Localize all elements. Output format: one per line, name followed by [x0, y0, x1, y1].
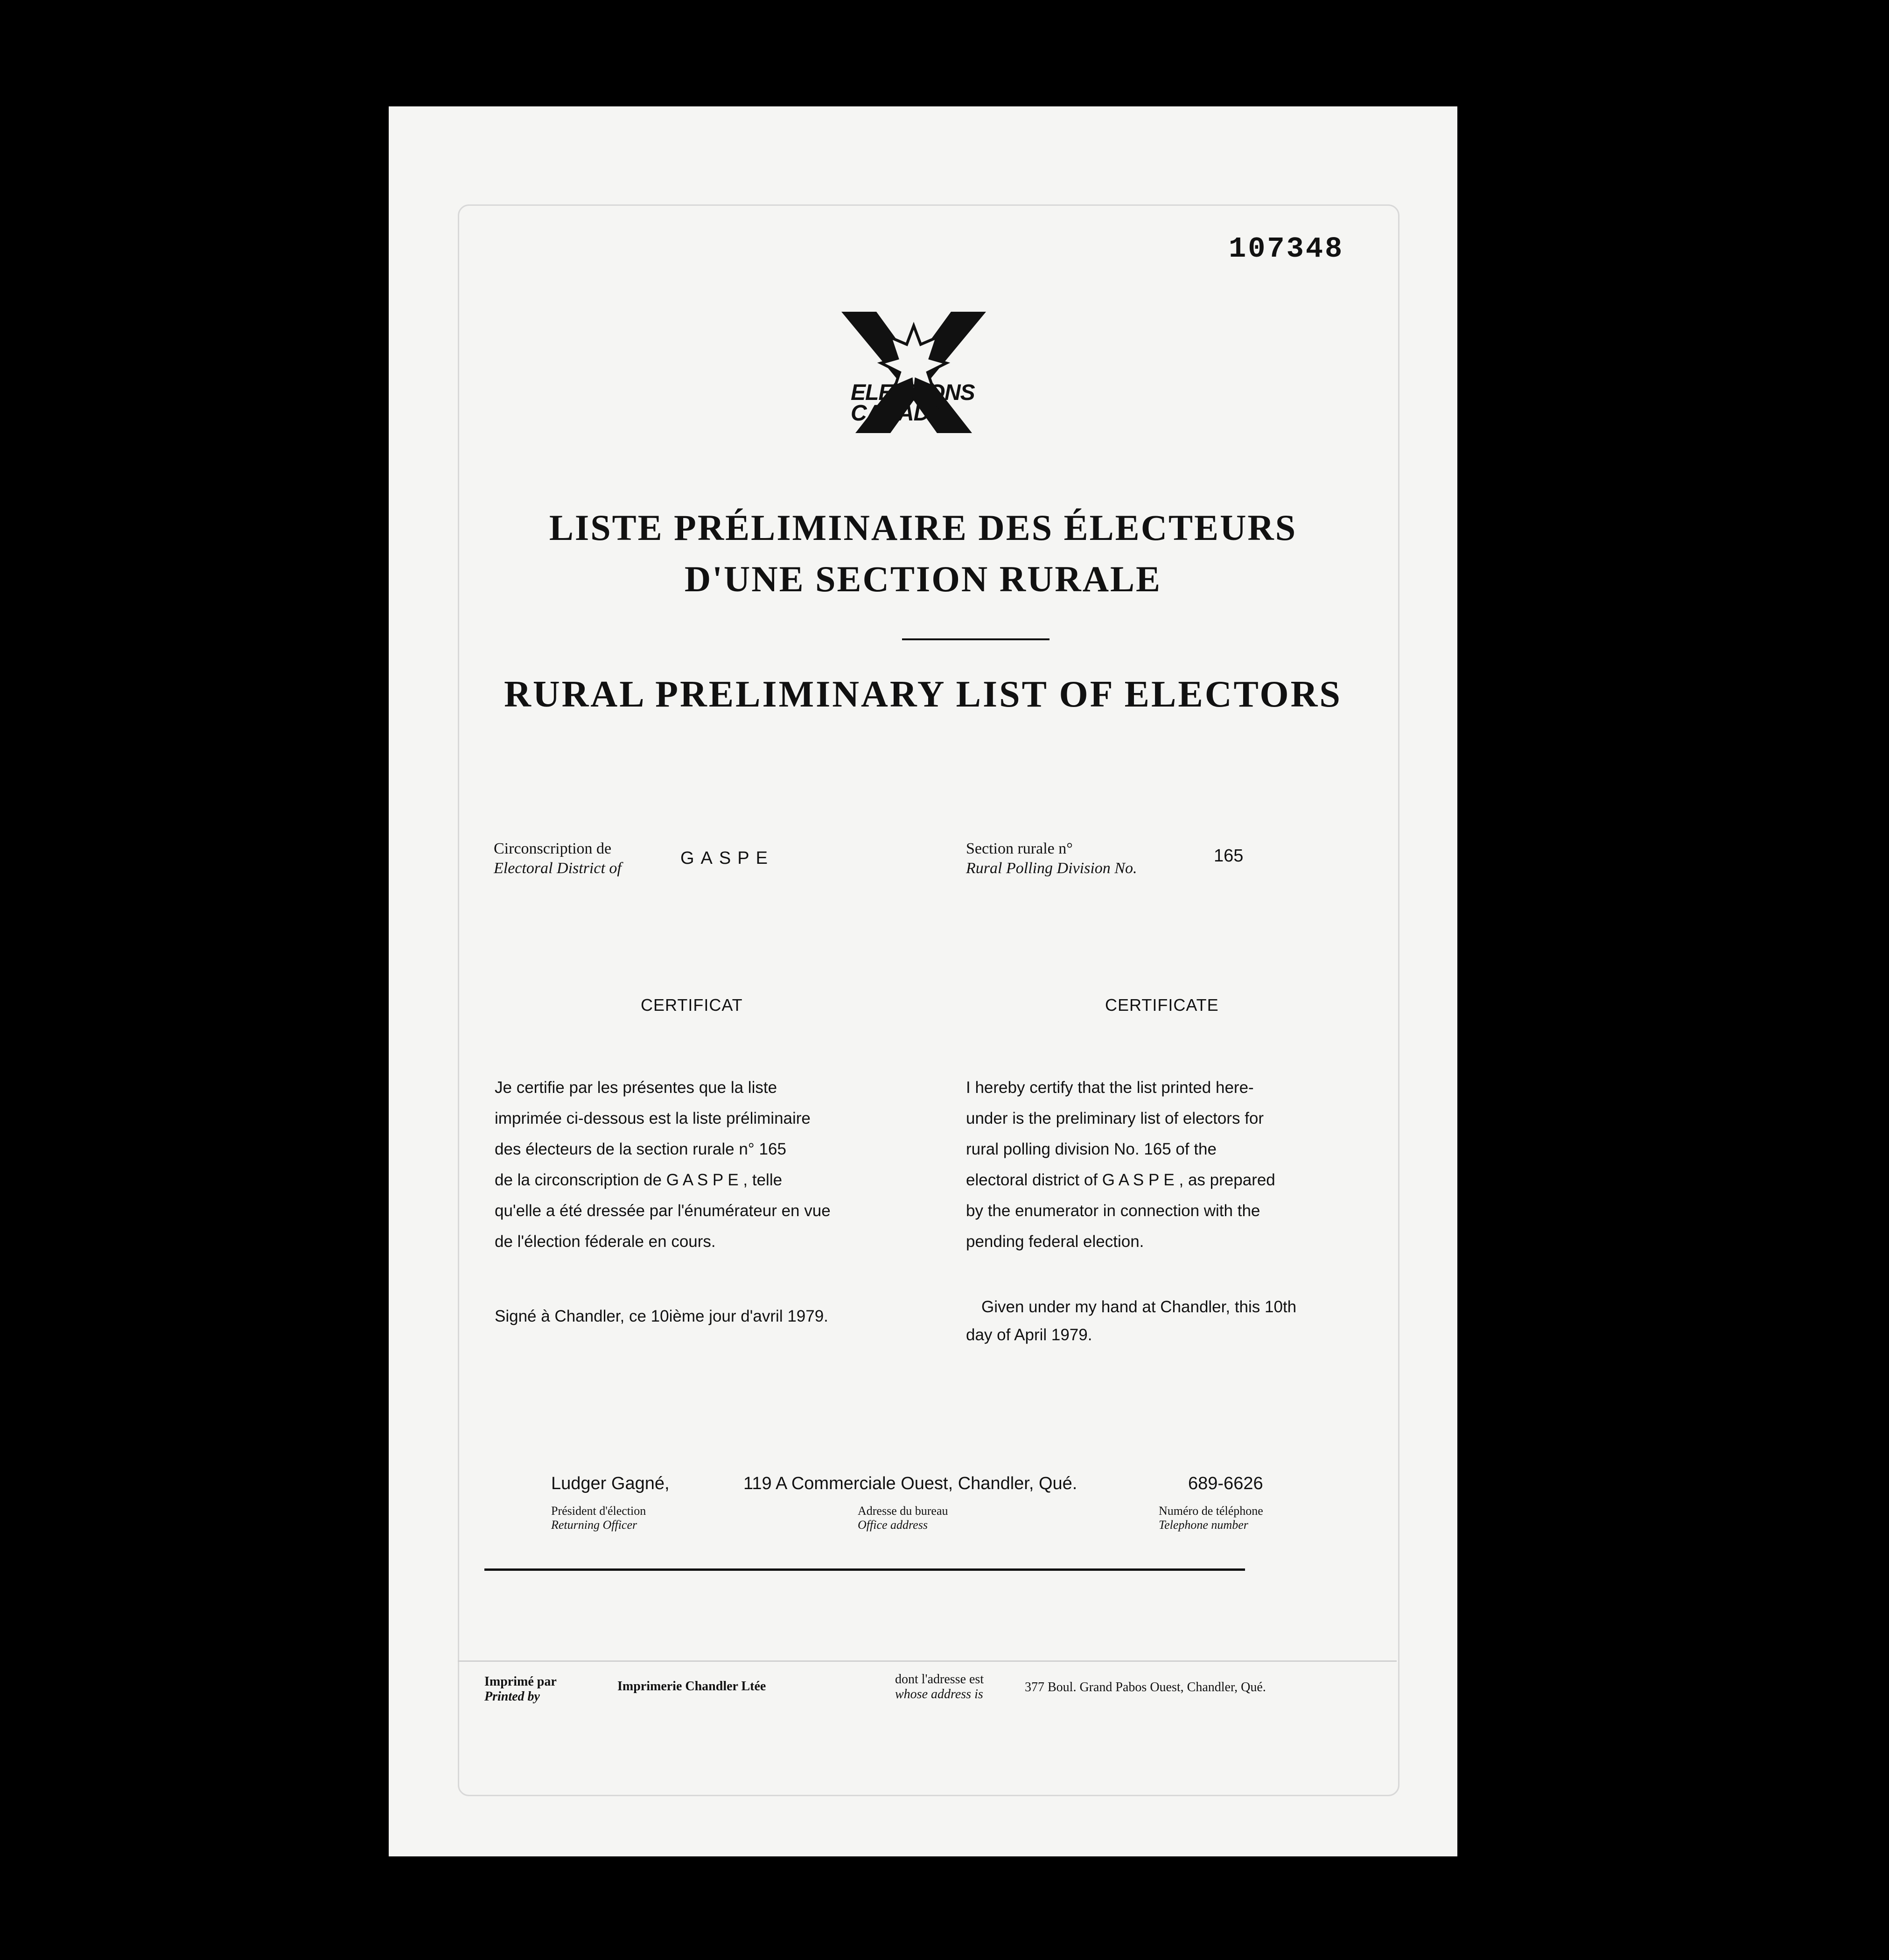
- telephone-number: 689-6626: [1188, 1474, 1263, 1493]
- logo-line-1: ELECTIONS: [851, 380, 975, 405]
- officer-name: Ludger Gagné,: [551, 1474, 670, 1493]
- given-statement-line-2: day of April 1979.: [966, 1326, 1092, 1344]
- printer-name: Imprimerie Chandler Ltée: [617, 1679, 766, 1694]
- printer-address-label: [895, 1672, 984, 1702]
- printed-by-label-fr: Imprimé par: [484, 1674, 557, 1689]
- officer-label-fr: Président d'élection: [551, 1504, 646, 1518]
- certificate-line: by the enumerator in connection with the: [966, 1202, 1260, 1220]
- certificat-line: imprimée ci-dessous est la liste préliminaire: [495, 1109, 811, 1127]
- printer-address-label-fr: dont l'adresse est: [895, 1672, 984, 1687]
- certificate-line: rural polling division No. 165 of the: [966, 1140, 1217, 1158]
- given-statement-line-1: Given under my hand at Chandler, this 10th: [981, 1298, 1297, 1316]
- signed-statement-fr: Signé à Chandler, ce 10ième jour d'avril 1979.: [495, 1307, 828, 1325]
- division-label-en: Rural Polling Division No.: [966, 860, 1137, 877]
- officer-label: [551, 1504, 646, 1532]
- district-label: [494, 839, 622, 878]
- certificat-body-fr: [495, 1072, 882, 1257]
- certificate-line: pending federal election.: [966, 1232, 1144, 1251]
- telephone-label: [1159, 1504, 1263, 1532]
- document-page: [389, 106, 1457, 1856]
- office-address-label-en: Office address: [858, 1518, 928, 1532]
- title-divider: [902, 638, 1049, 640]
- title-french-line-1: LISTE PRÉLIMINAIRE DES ÉLECTEURS: [549, 507, 1297, 548]
- telephone-label-en: Telephone number: [1159, 1518, 1248, 1532]
- printer-address: 377 Boul. Grand Pabos Ouest, Chandler, Qué.: [1025, 1680, 1266, 1694]
- certificat-heading: CERTIFICAT: [641, 995, 743, 1015]
- certificate-line: I hereby certify that the list printed here-: [966, 1078, 1254, 1097]
- certificat-line: de l'élection féderale en cours.: [495, 1232, 716, 1251]
- office-address-label-fr: Adresse du bureau: [858, 1504, 948, 1518]
- division-value: 165: [1214, 846, 1244, 866]
- officer-label-en: Returning Officer: [551, 1518, 637, 1532]
- printer-address-label-en: whose address is: [895, 1687, 983, 1701]
- title-english: RURAL PRELIMINARY LIST OF ELECTORS: [504, 674, 1342, 715]
- signature-divider: [484, 1568, 1245, 1571]
- office-address-label: [858, 1504, 948, 1532]
- district-label-fr: Circonscription de: [494, 840, 612, 857]
- district-value: GASPE: [680, 848, 774, 868]
- logo-line-2: CANADA: [851, 401, 945, 426]
- certificate-body-en: [966, 1072, 1353, 1257]
- logo-wordmark: [851, 380, 1000, 426]
- certificate-heading: CERTIFICATE: [1105, 995, 1219, 1015]
- certificat-line: des électeurs de la section rurale n° 165: [495, 1140, 786, 1158]
- printed-by-label-en: Printed by: [484, 1689, 540, 1704]
- district-label-en: Electoral District of: [494, 860, 622, 877]
- division-label-fr: Section rurale n°: [966, 840, 1073, 857]
- printer-section-rule: [458, 1660, 1397, 1662]
- certificat-line: Je certifie par les présentes que la liste: [495, 1078, 777, 1097]
- certificate-line: electoral district of G A S P E , as prepared: [966, 1171, 1275, 1189]
- telephone-label-fr: Numéro de téléphone: [1159, 1504, 1263, 1518]
- division-label: [966, 839, 1137, 878]
- printed-by-label: [484, 1674, 557, 1704]
- office-address: 119 A Commerciale Ouest, Chandler, Qué.: [743, 1474, 1077, 1493]
- title-french-line-2: D'UNE SECTION RURALE: [684, 559, 1162, 599]
- certificat-line: de la circonscription de G A S P E , telle: [495, 1171, 783, 1189]
- serial-number: 107348: [1229, 232, 1344, 266]
- certificat-line: qu'elle a été dressée par l'énumérateur en vue: [495, 1202, 831, 1220]
- certificate-line: under is the preliminary list of electors for: [966, 1109, 1264, 1127]
